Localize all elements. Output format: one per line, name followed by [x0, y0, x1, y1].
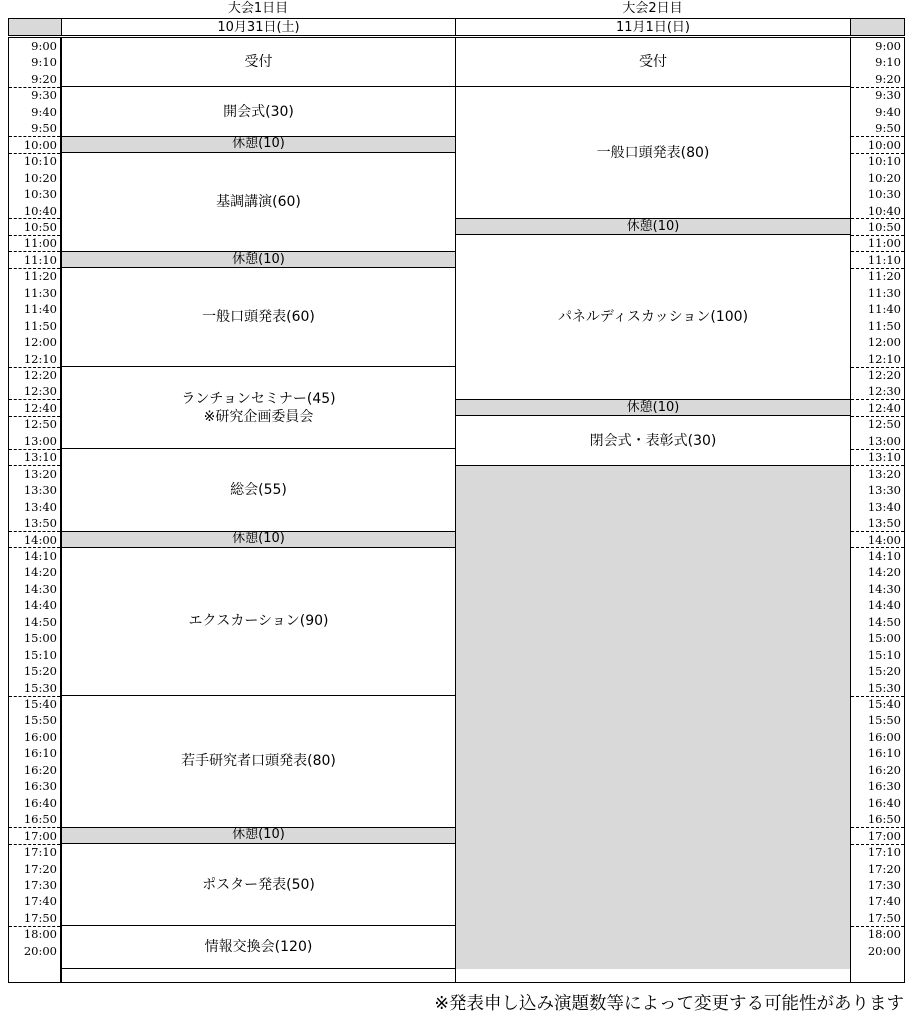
time-label: 10:40 — [867, 203, 901, 218]
time-column-right — [850, 37, 905, 983]
session-sublabel: ※研究企画委員会 — [203, 408, 314, 425]
session-label: 情報交換会(120) — [204, 939, 313, 956]
time-label: 14:20 — [867, 565, 901, 580]
time-label: 14:30 — [23, 581, 57, 596]
time-separator — [9, 136, 60, 137]
time-label: 13:10 — [867, 450, 901, 465]
session-label: 若手研究者口頭発表(80) — [181, 753, 336, 770]
break-block — [62, 252, 455, 268]
session-block — [456, 235, 850, 400]
time-separator — [9, 449, 60, 450]
time-label: 11:10 — [867, 252, 901, 267]
time-label: 16:50 — [867, 812, 901, 827]
time-separator — [851, 235, 904, 236]
day1-title: 大会1日目 — [227, 1, 289, 16]
session-label: 休憩(10) — [232, 531, 285, 547]
time-label: 14:00 — [867, 532, 901, 547]
session-label: ポスター発表(50) — [202, 876, 315, 893]
time-label: 15:50 — [23, 713, 57, 728]
time-label: 12:40 — [867, 400, 901, 415]
time-label: 17:30 — [23, 877, 57, 892]
time-label: 17:00 — [23, 828, 57, 843]
time-separator — [851, 251, 904, 252]
time-label: 18:00 — [867, 927, 901, 942]
time-label: 13:30 — [23, 483, 57, 498]
session-label: 一般口頭発表(60) — [202, 309, 315, 326]
time-label: 18:00 — [23, 927, 57, 942]
time-label: 17:30 — [867, 877, 901, 892]
time-label: 9:30 — [875, 88, 901, 103]
time-label: 14:30 — [867, 581, 901, 596]
break-block — [456, 400, 850, 416]
time-label: 16:30 — [867, 779, 901, 794]
time-label: 9:00 — [31, 39, 57, 53]
time-header-right — [850, 18, 905, 36]
time-label: 14:50 — [867, 614, 901, 629]
time-separator — [851, 465, 904, 466]
session-block — [62, 926, 455, 969]
break-block — [62, 137, 455, 153]
session-block — [62, 449, 455, 531]
time-label: 17:00 — [867, 828, 901, 843]
time-label: 14:40 — [23, 598, 57, 613]
time-label: 17:50 — [23, 910, 57, 925]
time-label: 10:20 — [867, 170, 901, 185]
time-label: 12:10 — [23, 351, 57, 366]
time-label: 15:40 — [867, 697, 901, 711]
time-label: 9:20 — [31, 71, 57, 86]
time-column-left — [8, 37, 61, 983]
time-label: 16:50 — [23, 812, 57, 827]
time-separator — [851, 218, 904, 219]
time-label: 13:40 — [867, 499, 901, 514]
time-separator — [851, 87, 904, 88]
time-label: 14:20 — [23, 565, 57, 580]
time-label: 12:50 — [867, 417, 901, 432]
time-label: 10:30 — [23, 187, 57, 202]
session-block — [62, 38, 455, 87]
time-separator — [851, 416, 904, 417]
time-header-left — [8, 18, 62, 36]
break-block — [62, 532, 455, 548]
time-label: 10:00 — [867, 137, 901, 152]
time-separator — [9, 399, 60, 400]
session-block — [62, 367, 455, 449]
time-label: 20:00 — [867, 944, 901, 959]
time-separator — [9, 531, 60, 532]
session-label: 休憩(10) — [232, 136, 285, 152]
time-label: 9:30 — [31, 88, 57, 103]
time-label: 10:40 — [23, 203, 57, 218]
time-label: 13:30 — [867, 483, 901, 498]
time-label: 17:40 — [23, 894, 57, 909]
session-block — [456, 87, 850, 219]
time-label: 13:00 — [867, 433, 901, 448]
session-label: 開会式(30) — [223, 103, 294, 120]
time-label: 15:20 — [23, 664, 57, 679]
time-separator — [851, 136, 904, 137]
time-label: 14:40 — [867, 598, 901, 613]
time-label: 16:00 — [867, 729, 901, 744]
session-label: 受付 — [639, 54, 667, 71]
session-label: パネルディスカッション(100) — [557, 309, 749, 326]
time-separator — [9, 251, 60, 252]
day1-column — [61, 37, 456, 983]
time-label: 13:10 — [23, 450, 57, 465]
time-label: 10:30 — [867, 187, 901, 202]
time-separator — [9, 465, 60, 466]
time-separator — [9, 844, 60, 845]
time-separator — [9, 235, 60, 236]
time-separator — [9, 696, 60, 697]
time-label: 17:20 — [867, 861, 901, 876]
time-label: 9:20 — [875, 71, 901, 86]
session-label: エクスカーション(90) — [188, 613, 329, 630]
session-block — [62, 548, 455, 696]
time-label: 9:50 — [31, 121, 57, 136]
time-separator — [9, 268, 60, 269]
time-separator — [851, 399, 904, 400]
day2-column — [455, 37, 851, 983]
time-label: 11:40 — [867, 302, 901, 317]
time-separator — [851, 531, 904, 532]
time-label: 16:00 — [23, 729, 57, 744]
time-label: 13:50 — [867, 516, 901, 531]
time-label: 10:50 — [867, 219, 901, 234]
time-separator — [9, 416, 60, 417]
time-label: 11:40 — [23, 302, 57, 317]
time-label: 12:00 — [867, 335, 901, 350]
time-label: 12:30 — [867, 384, 901, 399]
session-label: 総会(55) — [230, 481, 287, 498]
time-label: 12:00 — [23, 335, 57, 350]
day1-date: 10月31日(土) — [61, 18, 456, 36]
time-label: 16:40 — [867, 795, 901, 810]
time-label: 10:10 — [867, 154, 901, 169]
session-label: 一般口頭発表(80) — [596, 144, 710, 161]
time-label: 17:10 — [23, 845, 57, 860]
time-separator — [9, 87, 60, 88]
time-label: 11:20 — [867, 269, 901, 284]
time-separator — [851, 547, 904, 548]
time-label: 14:00 — [23, 532, 57, 547]
time-separator — [9, 367, 60, 368]
time-separator — [851, 926, 904, 927]
time-separator — [851, 844, 904, 845]
session-block — [62, 153, 455, 252]
session-label: 休憩(10) — [626, 399, 680, 415]
time-label: 11:50 — [867, 318, 901, 333]
time-label: 16:40 — [23, 795, 57, 810]
time-separator — [851, 827, 904, 828]
time-label: 17:40 — [867, 894, 901, 909]
session-block — [62, 696, 455, 828]
time-label: 12:20 — [23, 368, 57, 382]
time-label: 10:00 — [23, 137, 57, 152]
time-label: 11:00 — [867, 236, 901, 251]
time-label: 13:40 — [23, 499, 57, 514]
session-label: 休憩(10) — [232, 251, 285, 267]
time-separator — [851, 268, 904, 269]
time-label: 13:20 — [867, 466, 901, 481]
time-label: 12:40 — [23, 400, 57, 415]
time-label: 16:10 — [23, 746, 57, 761]
time-label: 12:50 — [23, 417, 57, 432]
time-label: 12:20 — [867, 368, 901, 382]
break-block — [456, 219, 850, 235]
time-separator — [851, 367, 904, 368]
time-label: 11:30 — [867, 285, 901, 300]
time-label: 15:30 — [23, 680, 57, 695]
time-label: 17:10 — [867, 845, 901, 860]
session-label: 休憩(10) — [626, 218, 680, 234]
time-label: 15:50 — [867, 713, 901, 728]
session-label: ランチョンセミナー(45) — [181, 390, 336, 407]
time-label: 16:10 — [867, 746, 901, 761]
time-label: 11:10 — [23, 252, 57, 267]
time-label: 15:10 — [23, 647, 57, 662]
time-label: 14:10 — [867, 548, 901, 563]
time-label: 17:20 — [23, 861, 57, 876]
time-label: 13:20 — [23, 466, 57, 481]
break-block — [62, 828, 455, 844]
time-label: 10:50 — [23, 219, 57, 234]
time-label: 11:50 — [23, 318, 57, 333]
time-label: 10:10 — [23, 154, 57, 169]
time-label: 16:30 — [23, 779, 57, 794]
time-separator — [9, 827, 60, 828]
time-separator — [9, 547, 60, 548]
day2-title: 大会2日目 — [622, 1, 683, 16]
empty-block — [456, 466, 850, 970]
time-label: 9:10 — [31, 55, 57, 70]
time-label: 14:50 — [23, 614, 57, 629]
time-label: 15:30 — [867, 680, 901, 695]
time-label: 11:00 — [23, 236, 57, 251]
session-block — [62, 87, 455, 136]
time-separator — [851, 449, 904, 450]
time-label: 16:20 — [23, 762, 57, 777]
time-label: 9:40 — [31, 104, 57, 119]
time-label: 15:00 — [23, 631, 57, 646]
time-separator — [9, 926, 60, 927]
session-label: 基調講演(60) — [216, 193, 301, 210]
time-label: 10:20 — [23, 170, 57, 185]
time-separator — [851, 696, 904, 697]
time-label: 9:50 — [875, 121, 901, 136]
time-label: 9:40 — [875, 104, 901, 119]
session-label: 閉会式・表彰式(30) — [589, 432, 717, 449]
time-label: 11:30 — [23, 285, 57, 300]
day2-date: 11月1日(日) — [455, 18, 851, 36]
time-label: 9:10 — [875, 55, 901, 70]
session-label: 休憩(10) — [232, 827, 285, 843]
footnote: ※発表申し込み演題数等によって変更する可能性があります — [434, 994, 904, 1014]
time-label: 14:10 — [23, 548, 57, 563]
session-block — [456, 38, 850, 87]
time-label: 16:20 — [867, 762, 901, 777]
time-separator — [851, 153, 904, 154]
time-label: 12:10 — [867, 351, 901, 366]
session-block — [456, 416, 850, 465]
time-separator — [9, 153, 60, 154]
session-label: 受付 — [244, 54, 273, 71]
time-label: 13:50 — [23, 516, 57, 531]
time-label: 12:30 — [23, 384, 57, 399]
session-block — [62, 268, 455, 367]
time-label: 9:00 — [875, 39, 901, 53]
time-label: 15:20 — [867, 664, 901, 679]
time-label: 15:00 — [867, 631, 901, 646]
time-separator — [9, 218, 60, 219]
session-block — [62, 844, 455, 926]
time-label: 17:50 — [867, 910, 901, 925]
time-label: 20:00 — [23, 944, 57, 959]
time-label: 11:20 — [23, 269, 57, 284]
time-label: 13:00 — [23, 433, 57, 448]
time-label: 15:10 — [867, 647, 901, 662]
time-label: 15:40 — [23, 697, 57, 711]
